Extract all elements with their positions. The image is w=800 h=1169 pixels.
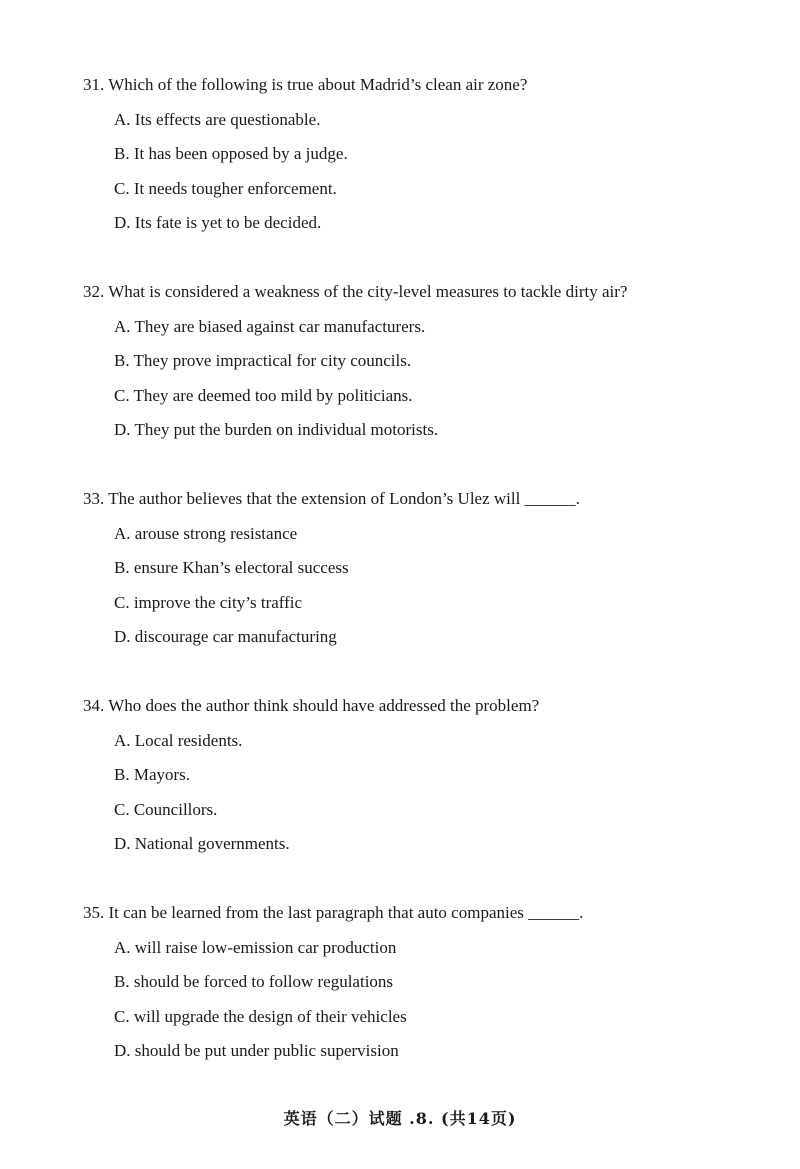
option-d: D. Its fate is yet to be decided. bbox=[114, 213, 322, 232]
option-c: C. It needs tougher enforcement. bbox=[114, 178, 337, 198]
option-list bbox=[114, 109, 763, 235]
question-33 bbox=[83, 488, 763, 648]
option-c: C. improve the city’s traffic bbox=[114, 592, 303, 612]
option-d: D. National governments. bbox=[114, 834, 290, 853]
option-list bbox=[114, 730, 763, 856]
option-list bbox=[114, 937, 763, 1063]
option-b: B. It has been opposed by a judge. bbox=[114, 144, 348, 163]
question-stem: 35. It can be learned from the last paragraph that auto companies ______. bbox=[83, 903, 584, 922]
question-34 bbox=[83, 695, 763, 855]
option-b: B. should be forced to follow regulations bbox=[114, 972, 394, 991]
option-b: B. Mayors. bbox=[114, 765, 191, 784]
option-a: A. They are biased against car manufacturers. bbox=[114, 316, 426, 336]
option-b: B. They prove impractical for city councils. bbox=[114, 351, 412, 370]
option-c: C. They are deemed too mild by politicians. bbox=[114, 385, 413, 405]
option-list bbox=[114, 316, 763, 442]
option-d: D. should be put under public supervision bbox=[114, 1041, 399, 1060]
option-a: A. Its effects are questionable. bbox=[114, 109, 321, 129]
option-a: A. arouse strong resistance bbox=[114, 523, 298, 543]
option-list bbox=[114, 523, 763, 649]
question-35 bbox=[83, 902, 763, 1062]
question-stem: 31. Which of the following is true about Madrid’s clean air zone? bbox=[83, 75, 528, 94]
question-stem: 33. The author believes that the extension of London’s Ulez will ______. bbox=[83, 489, 580, 508]
option-d: D. discourage car manufacturing bbox=[114, 627, 337, 646]
option-c: C. will upgrade the design of their vehicles bbox=[114, 1006, 407, 1026]
option-a: A. will raise low-emission car production bbox=[114, 937, 397, 957]
question-stem: 32. What is considered a weakness of the city-level measures to tackle dirty air? bbox=[83, 282, 628, 301]
option-c: C. Councillors. bbox=[114, 799, 218, 819]
question-31 bbox=[83, 74, 763, 234]
option-a: A. Local residents. bbox=[114, 730, 243, 750]
option-d: D. They put the burden on individual motorists. bbox=[114, 420, 439, 439]
question-32 bbox=[83, 281, 763, 441]
page-footer: 英语（二）试题 .8. (共14页) bbox=[283, 1109, 517, 1128]
question-stem: 34. Who does the author think should have addressed the problem? bbox=[83, 696, 540, 715]
option-b: B. ensure Khan’s electoral success bbox=[114, 558, 349, 577]
